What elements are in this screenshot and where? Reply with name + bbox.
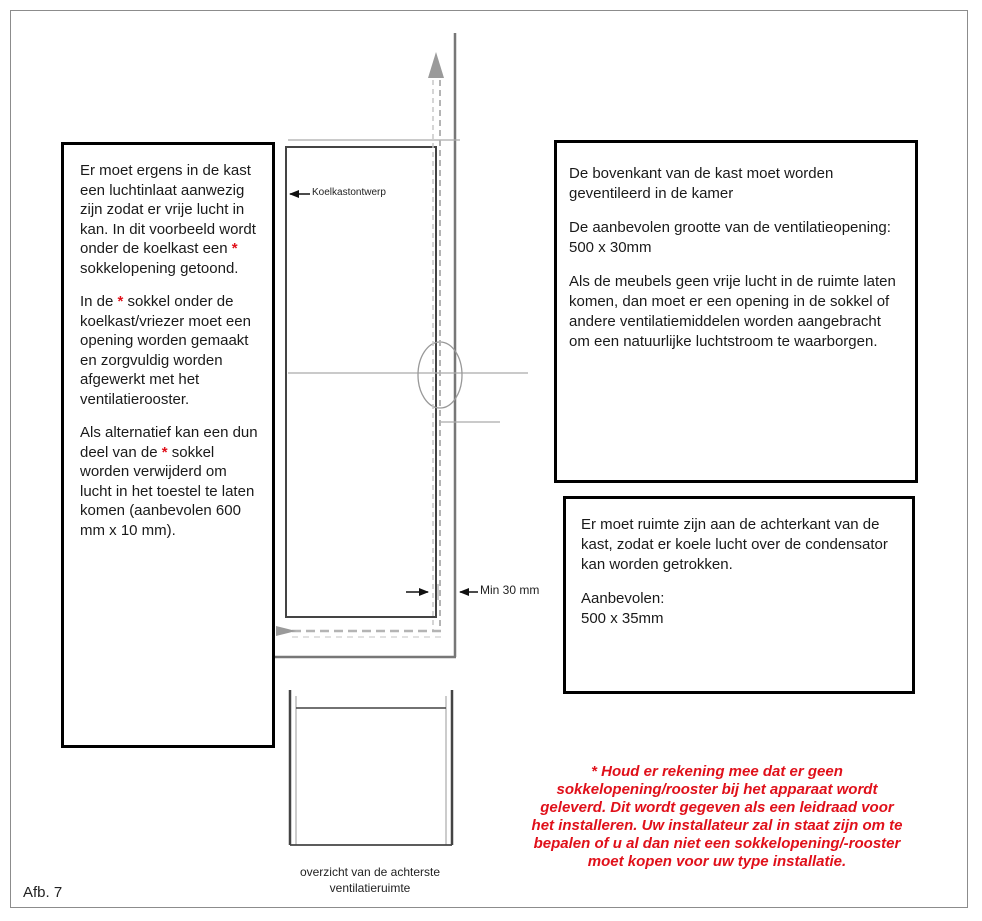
rear-space-textbox [563, 496, 915, 694]
asterisk-marker: * [231, 240, 238, 257]
overview-caption: overzicht van de achterste ventilatieruimte [299, 865, 441, 895]
air-inlet-paragraph-2: In de * sokkel onder de koelkast/vriezer moet een opening worden gemaakt en zorgvuldig worden afgewerkt met het ventilatierooster. [80, 293, 251, 408]
installation-note: * Houd er rekening mee dat er geen sokkelopening/rooster bij het apparaat wordt geleverd. Dit wordt gegeven als een leidraad voor het installeren. Uw installateur zal in staat zijn om te bepalen of u al dan niet een sokkelopening/-rooster moet kopen voor uw type installatie. [531, 763, 903, 870]
air-inlet-textbox [61, 142, 275, 748]
top-vent-paragraph-3: Als de meubels geen vrije lucht in de ruimte laten komen, dan moet er een opening in de sokkel of andere ventilatiemiddelen worden aangebracht om een natuurlijke luchtstroom te waarborgen. [569, 273, 896, 350]
rear-space-paragraph-1: Er moet ruimte zijn aan de achterkant van de kast, zodat er koele lucht over de condensator kan worden getrokken. [581, 516, 888, 573]
fridge-outline [286, 147, 436, 617]
fridge-label: Koelkastontwerp [312, 187, 386, 198]
asterisk-marker: * [117, 293, 124, 310]
air-inlet-paragraph-3: Als alternatief kan een dun deel van de * sokkel worden verwijderd om lucht in het toestel te laten komen (aanbevolen 600 mm x 10 mm). [80, 424, 258, 539]
min-gap-label: Min 30 mm [480, 583, 540, 597]
figure-label: Afb. 7 [23, 884, 63, 901]
top-ventilation-textbox [554, 140, 918, 483]
airflow-under-arrowhead [276, 626, 296, 636]
top-vent-paragraph-1: De bovenkant van de kast moet worden geventileerd in de kamer [569, 165, 834, 202]
asterisk-marker: * [161, 443, 168, 461]
rear-space-paragraph-2: Aanbevolen: 500 x 35mm [581, 590, 665, 627]
airflow-up-arrowhead [428, 52, 444, 78]
top-vent-paragraph-2: De aanbevolen grootte van de ventilatieopening: 500 x 30mm [569, 219, 891, 256]
air-inlet-paragraph-1: Er moet ergens in de kast een luchtinlaat aanwezig zijn zodat er vrije lucht in kan. In dit voorbeeld wordt onder de koelkast een * sokkelopening getoond. [80, 162, 256, 277]
